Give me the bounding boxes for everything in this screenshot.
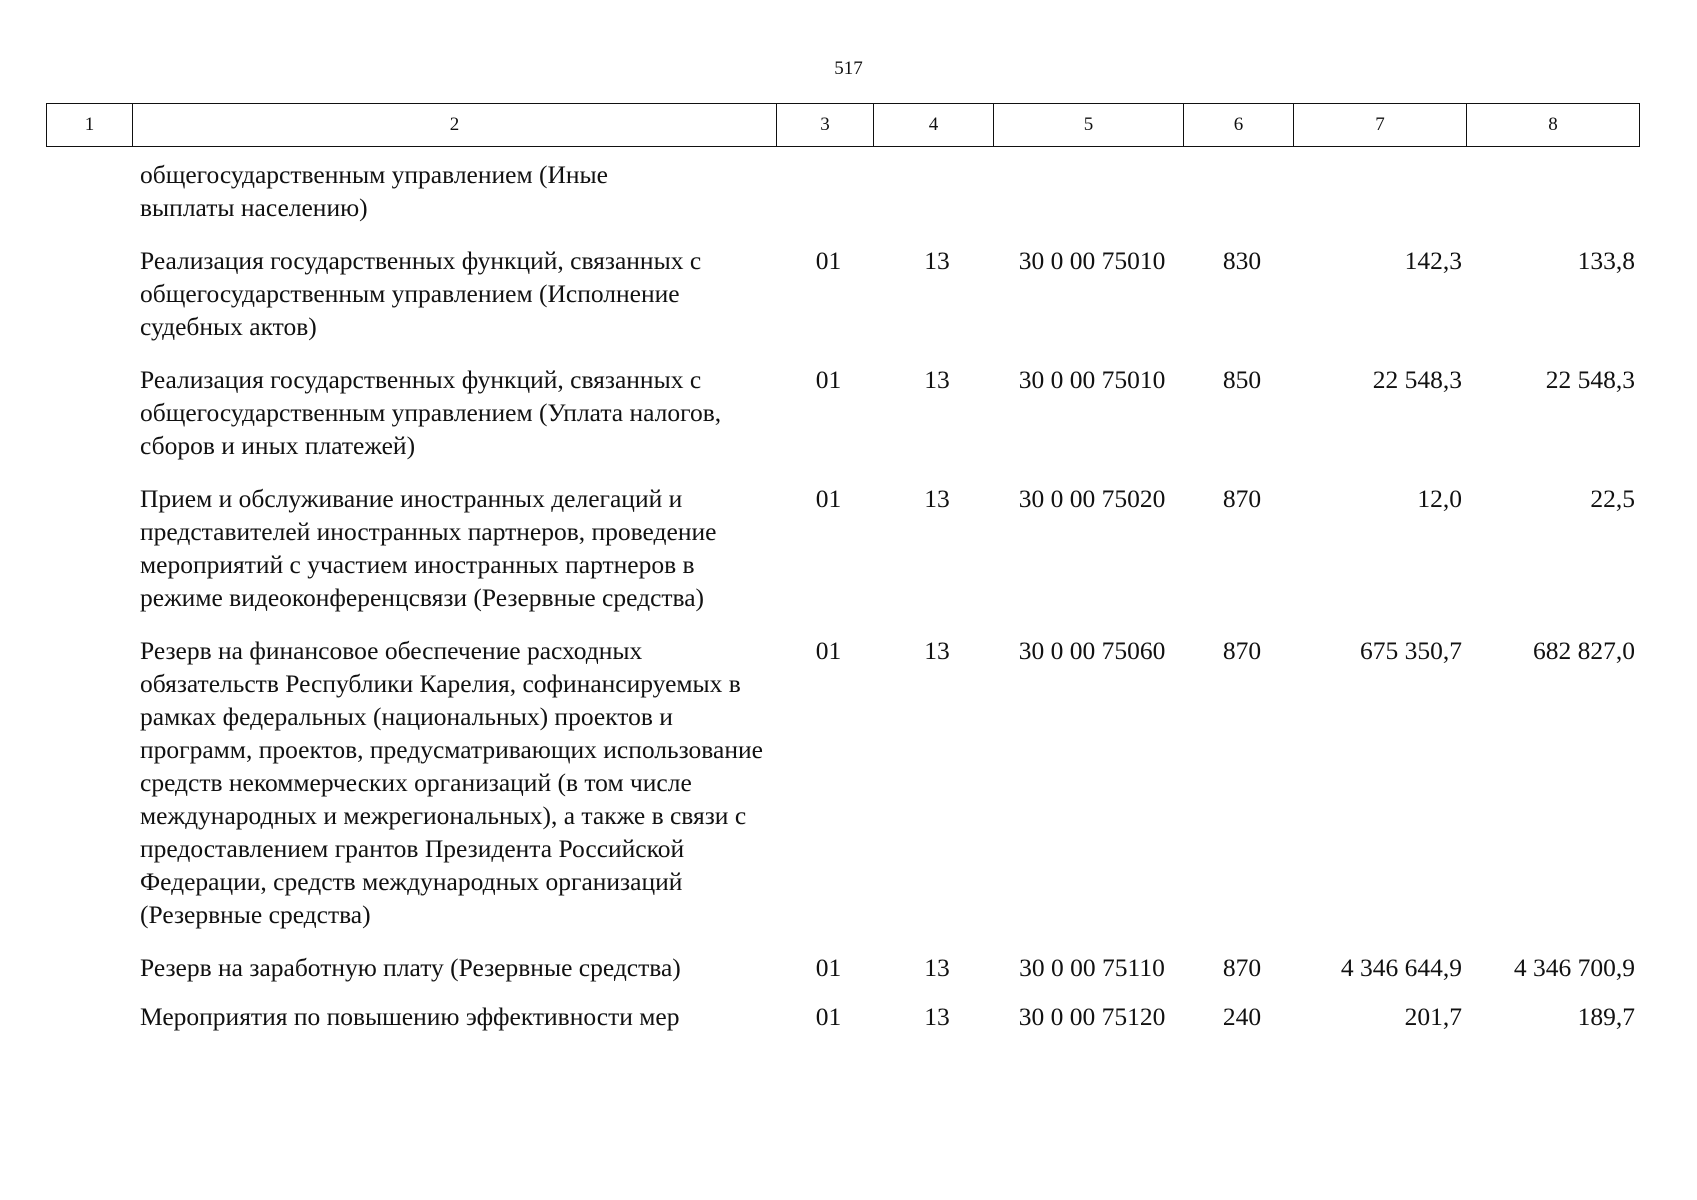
row-description-text: Прием и обслуживание иностранных делегаций и представителей иностранных партнеров, проведение мероприятий с участием иностранных партнеров в режиме видеоконференцсвязи (Резервные средства) [140, 484, 717, 612]
budget-table-body [46, 158, 1639, 1033]
row-subsection-code: 13 [924, 365, 950, 394]
row-spacer [46, 363, 132, 462]
row-amount-year-2: 22,5 [1590, 484, 1635, 513]
row-amount-year-1: 675 350,7 [1360, 636, 1462, 665]
row-target-article-code: 30 0 00 75020 [1018, 484, 1166, 513]
row-description-text: Резерв на заработную плату (Резервные средства) [140, 953, 681, 982]
row-amount-year-2: 682 827,0 [1533, 636, 1635, 665]
row-amount-year-2: 189,7 [1577, 1002, 1635, 1031]
row-spacer [46, 634, 132, 931]
row-section-code: 01 [815, 484, 842, 513]
row-spacer [46, 951, 132, 984]
row-section-code [780, 158, 877, 224]
row-target-article-code: 30 0 00 75110 [1019, 953, 1165, 982]
header-col-5: 5 [994, 104, 1184, 147]
row-description-text: Реализация государственных функций, связанных с общегосударственным управлением (Исполнение судебных актов) [140, 246, 702, 341]
row-description [132, 482, 780, 614]
column-number-header [46, 103, 1640, 147]
header-col-7: 7 [1294, 104, 1467, 147]
table-row [46, 634, 1639, 931]
row-expense-type-code: 870 [1222, 636, 1262, 665]
header-col-4: 4 [874, 104, 994, 147]
row-subsection-code: 13 [924, 1002, 950, 1031]
row-spacer [46, 158, 132, 224]
row-section-code: 01 [815, 365, 842, 394]
header-col-6: 6 [1184, 104, 1294, 147]
row-amount-year-1: 142,3 [1404, 246, 1462, 275]
row-amount-year-2: 4 346 700,9 [1513, 953, 1635, 982]
row-spacer [46, 482, 132, 614]
row-description-text: Реализация государственных функций, связанных с общегосударственным управлением (Уплата налогов, сборов и иных платежей) [140, 365, 722, 460]
row-expense-type-code [1187, 158, 1297, 224]
table-row [46, 482, 1639, 614]
row-target-article-code: 30 0 00 75010 [1018, 246, 1166, 275]
row-amount-year-2 [1470, 158, 1643, 224]
row-amount-year-2: 22 548,3 [1545, 365, 1635, 394]
row-expense-type-code: 850 [1222, 365, 1262, 394]
row-description [132, 634, 780, 931]
row-description [132, 951, 780, 984]
row-description-text: Мероприятия по повышению эффективности мер [140, 1002, 680, 1031]
page-number: 517 [834, 58, 863, 79]
row-amount-year-1: 22 548,3 [1372, 365, 1462, 394]
row-expense-type-code: 830 [1222, 246, 1262, 275]
table-row [46, 1000, 1639, 1033]
row-expense-type-code: 240 [1222, 1002, 1262, 1031]
row-section-code: 01 [815, 953, 842, 982]
row-subsection-code: 13 [924, 953, 950, 982]
header-col-2: 2 [133, 104, 777, 147]
header-row [47, 104, 1640, 147]
row-amount-year-1: 12,0 [1417, 484, 1462, 513]
row-amount-year-2: 133,8 [1577, 246, 1635, 275]
row-target-article-code [997, 158, 1187, 224]
row-description-text: общегосударственным управлением (Иные выплаты населению) [140, 160, 609, 222]
row-section-code: 01 [815, 636, 842, 665]
header-col-3: 3 [777, 104, 874, 147]
row-expense-type-code: 870 [1222, 953, 1262, 982]
row-subsection-code [877, 158, 997, 224]
row-spacer [46, 244, 132, 343]
row-section-code: 01 [815, 1002, 842, 1031]
table-row [46, 363, 1639, 462]
row-description-text: Резерв на финансовое обеспечение расходных обязательств Республики Карелия, софинансируемых в рамках федеральных (национальных) проектов и программ, проектов, предусматривающих использование средств некоммерческих организаций (в том числе международных и межрегиональных), а также в связи с предоставлением грантов Президента Российской Федерации, средств международных организаций (Резервные средства) [140, 636, 763, 929]
row-subsection-code: 13 [924, 246, 950, 275]
row-section-code: 01 [815, 246, 842, 275]
table-row [46, 158, 1639, 224]
header-col-1: 1 [47, 104, 133, 147]
header-col-8: 8 [1467, 104, 1640, 147]
row-description [132, 363, 780, 462]
table-row [46, 951, 1639, 984]
row-target-article-code: 30 0 00 75060 [1018, 636, 1166, 665]
row-expense-type-code: 870 [1222, 484, 1262, 513]
row-subsection-code: 13 [924, 484, 950, 513]
row-amount-year-1 [1297, 158, 1470, 224]
row-target-article-code: 30 0 00 75120 [1018, 1002, 1166, 1031]
row-amount-year-1: 201,7 [1404, 1002, 1462, 1031]
table-row [46, 244, 1639, 343]
row-description [132, 158, 780, 224]
row-spacer [46, 1000, 132, 1033]
row-description [132, 1000, 780, 1033]
row-target-article-code: 30 0 00 75010 [1018, 365, 1166, 394]
row-description [132, 244, 780, 343]
row-amount-year-1: 4 346 644,9 [1340, 953, 1462, 982]
row-subsection-code: 13 [924, 636, 950, 665]
